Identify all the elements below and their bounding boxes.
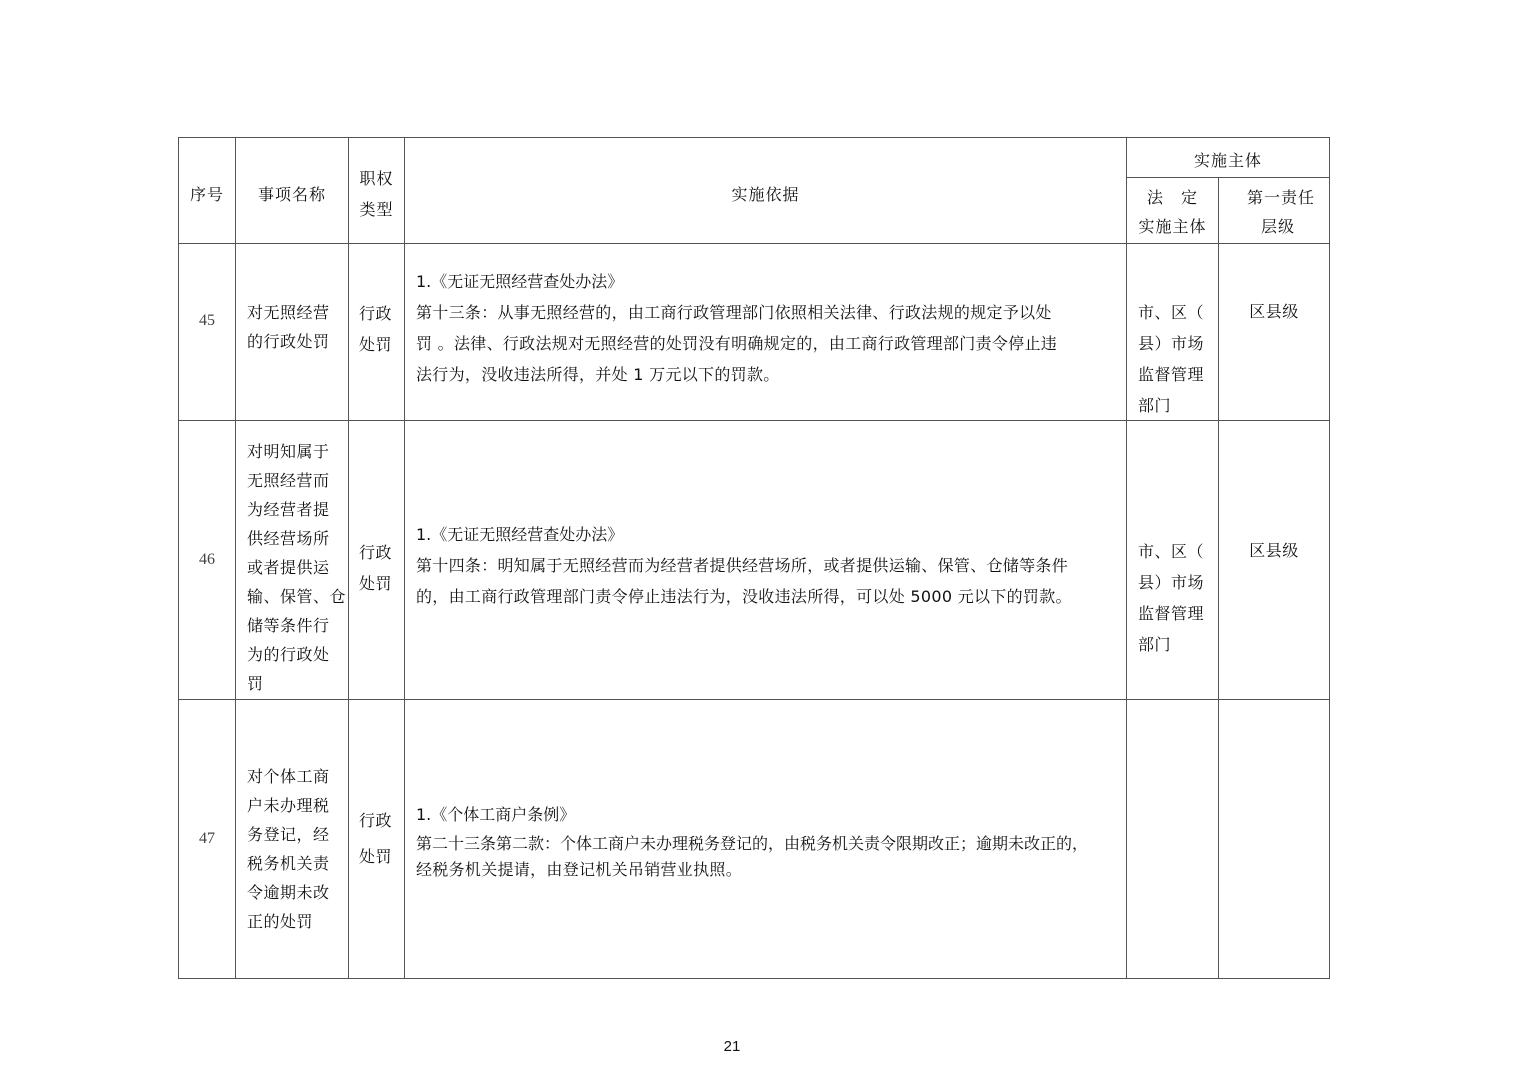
table-border-top (178, 137, 1330, 138)
column-divider (404, 137, 405, 979)
header-subject-divider (1126, 177, 1330, 178)
basis-title: 1.《无证无照经营查处办法》 (416, 525, 624, 544)
header-legal-subject-line1: 法 定 (1146, 188, 1198, 207)
page-number: 21 (723, 1038, 741, 1055)
header-first-resp-line2: 层级 (1260, 217, 1295, 236)
header-first-resp-line1: 第一责任 (1246, 188, 1315, 207)
header-legal-subject-line2: 实施主体 (1138, 217, 1207, 236)
header-power-type-line2: 类型 (359, 200, 394, 219)
row-level: 区县级 (1249, 302, 1299, 321)
row-level: 区县级 (1249, 541, 1299, 560)
basis-title: 1.《个体工商户条例》 (416, 805, 576, 824)
row-divider (178, 699, 1330, 700)
row-basis: 1.《无证无照经营查处办法》 第十三条：从事无照经营的，由工商行政管理部门依照相关法律、行政法规的规定予以处 罚 。法律、行政法规对无照经营的处罚没有明确规定的，由工商行政管理部门责令停止违 法行为，没收违法所得，并处 1 万元以下的罚款。 (416, 266, 1121, 390)
table-border-bottom (178, 978, 1330, 979)
header-power-type-line1: 职权 (359, 169, 394, 188)
column-divider (1126, 137, 1127, 979)
header-seq: 序号 (189, 185, 224, 204)
row-basis: 1.《个体工商户条例》 第二十三条第二款：个体工商户未办理税务登记的，由税务机关责令限期改正；逾期未改正的， 经税务机关提请，由登记机关吊销营业执照。 (416, 798, 1121, 883)
row-basis: 1.《无证无照经营查处办法》 第十四条：明知属于无照经营而为经营者提供经营场所，或者提供运输、保管、仓储等条件 的，由工商行政管理部门责令停止违法行为，没收违法所得，可以处 5000 元以下的罚款。 (416, 519, 1121, 612)
row-item-name: 对明知属于 无照经营而 为经营者提 供经营场所 或者提供运 输、保管、仓 储等条件行 为的行政处 罚 (247, 442, 347, 693)
column-divider (348, 137, 349, 979)
row-seq: 45 (199, 312, 215, 329)
row-legal-subject: 市、区（ 县）市场 监督管理 部门 (1138, 542, 1205, 654)
row-power-type: 行政 处罚 (359, 304, 393, 354)
header-subject: 实施主体 (1193, 151, 1262, 170)
row-power-type: 行政 处罚 (359, 543, 393, 593)
row-item-name: 对个体工商 户未办理税 务登记，经 税务机关责 令逾期未改 正的处罚 (247, 767, 330, 931)
row-seq: 46 (199, 551, 215, 568)
row-legal-subject: 市、区（ 县）市场 监督管理 部门 (1138, 303, 1205, 415)
header-item-name: 事项名称 (257, 185, 326, 204)
table-border-right (1329, 137, 1330, 979)
header-basis: 实施依据 (731, 185, 800, 204)
header-bottom-border (178, 243, 1330, 244)
row-item-name: 对无照经营 的行政处罚 (247, 303, 330, 351)
row-power-type: 行政 处罚 (359, 811, 393, 866)
column-divider (235, 137, 236, 979)
row-seq: 47 (199, 830, 215, 847)
basis-title: 1.《无证无照经营查处办法》 (416, 272, 624, 291)
